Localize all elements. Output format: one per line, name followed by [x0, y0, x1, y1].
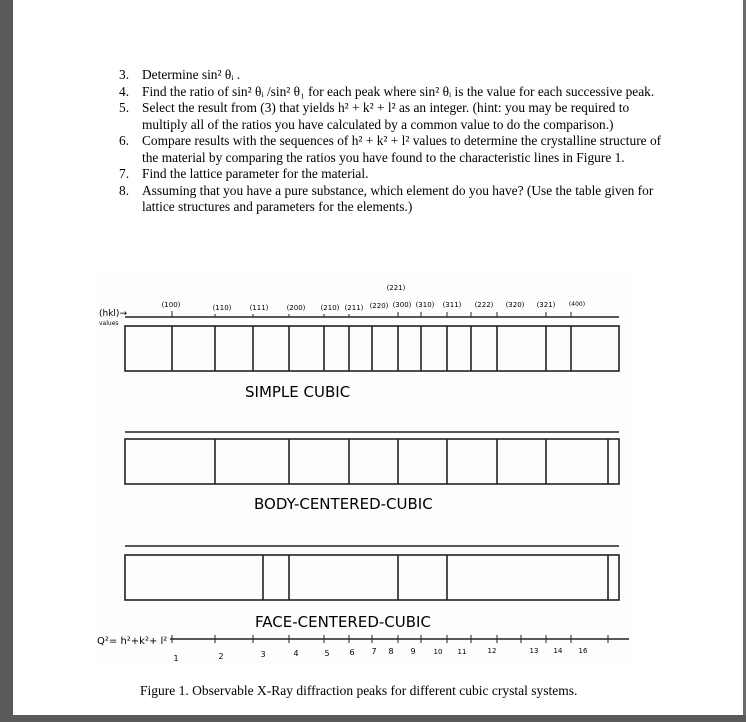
hkl-label: (320) — [505, 301, 525, 309]
diffraction-figure — [95, 273, 631, 665]
step-5 — [114, 100, 674, 133]
step-3 — [114, 67, 674, 84]
q-tick-label: 7 — [371, 647, 377, 656]
q-tick-label: 12 — [487, 647, 497, 655]
hkl-label: (211) — [344, 304, 364, 312]
step-text: Determine sin² θᵢ . — [142, 67, 241, 82]
q-tick-label: 3 — [260, 650, 266, 659]
panel-title-face-centered-cubic: FACE-CENTERED-CUBIC — [255, 613, 431, 631]
step-8 — [114, 183, 674, 216]
step-number: 7. — [119, 166, 130, 181]
hkl-label: (400) — [568, 301, 586, 308]
q-tick-label: 9 — [410, 647, 416, 656]
procedure-steps — [114, 67, 674, 216]
step-text: Select the result from (3) that yields h² + k² + l² as an integer. (hint: you may be required to multiply all of the ratios you have calculated by a common value to do the comparison.) — [142, 100, 630, 132]
panel-title-simple-cubic: SIMPLE CUBIC — [245, 383, 351, 401]
panel-title-body-centered-cubic: BODY-CENTERED-CUBIC — [254, 495, 433, 513]
step-7 — [114, 166, 674, 183]
hkl-label-221: (221) — [386, 284, 406, 292]
face-centered-cubic-panel — [125, 546, 619, 600]
viewer-left-edge — [0, 0, 13, 722]
q-tick-label: 2 — [218, 652, 224, 661]
q-tick-label: 8 — [388, 647, 394, 656]
simple-cubic-panel — [125, 317, 619, 371]
q-tick-label: 16 — [578, 647, 588, 655]
hkl-label: (310) — [415, 301, 435, 309]
hkl-axis-label: (hkl)→ — [99, 309, 127, 319]
hkl-guide-ticks — [172, 311, 571, 317]
hkl-label: (100) — [161, 301, 181, 309]
diffraction-diagram — [95, 273, 631, 665]
step-number: 6. — [119, 133, 130, 148]
hkl-label: (200) — [286, 304, 306, 312]
step-text: Find the lattice parameter for the material. — [142, 166, 369, 181]
step-number: 4. — [119, 83, 130, 99]
hkl-label: (311) — [442, 301, 462, 309]
q-tick-label: 10 — [433, 648, 443, 656]
step-number: 5. — [119, 100, 130, 115]
hkl-label: (222) — [474, 301, 494, 309]
step-number: 3. — [119, 67, 130, 82]
hkl-label: (111) — [249, 304, 269, 312]
q-squared-label: Q²= h²+k²+ l² — [97, 636, 168, 647]
step-4 — [114, 84, 674, 101]
q-tick-label: 14 — [553, 647, 563, 655]
q-tick-label: 11 — [457, 648, 467, 656]
hkl-label: (110) — [212, 304, 232, 312]
hkl-label: (210) — [320, 304, 340, 312]
step-text: Find the ratio of sin² θᵢ /sin² θ₁ for each peak where sin² θᵢ is the value for each successive peak. — [142, 83, 655, 99]
q-tick-label: 5 — [324, 649, 330, 658]
q-tick-label: 13 — [529, 647, 539, 655]
hkl-label: (220) — [369, 302, 389, 310]
body-centered-cubic-panel — [125, 432, 619, 484]
hkl-label: (321) — [536, 301, 556, 309]
step-6 — [114, 133, 674, 166]
step-text: Compare results with the sequences of h² + k² + l² values to determine the crystalline structure of the material by comparing the ratios you have found to the characteristic lines in Figure 1. — [142, 133, 662, 165]
q-tick-label: 4 — [293, 649, 299, 658]
q-tick-label: 1 — [173, 654, 179, 663]
values-label: values — [99, 320, 119, 327]
viewer-bottom-bar — [0, 715, 746, 722]
figure-caption: Figure 1. Observable X-Ray diffraction peaks for different cubic crystal systems. — [140, 683, 578, 698]
hkl-label: (300) — [392, 301, 412, 309]
q-tick-label: 6 — [349, 648, 355, 657]
step-number: 8. — [119, 182, 130, 198]
step-text: Assuming that you have a pure substance, which element do you have? (Use the table given for lattice structures and parameters for the elements.) — [142, 182, 654, 214]
